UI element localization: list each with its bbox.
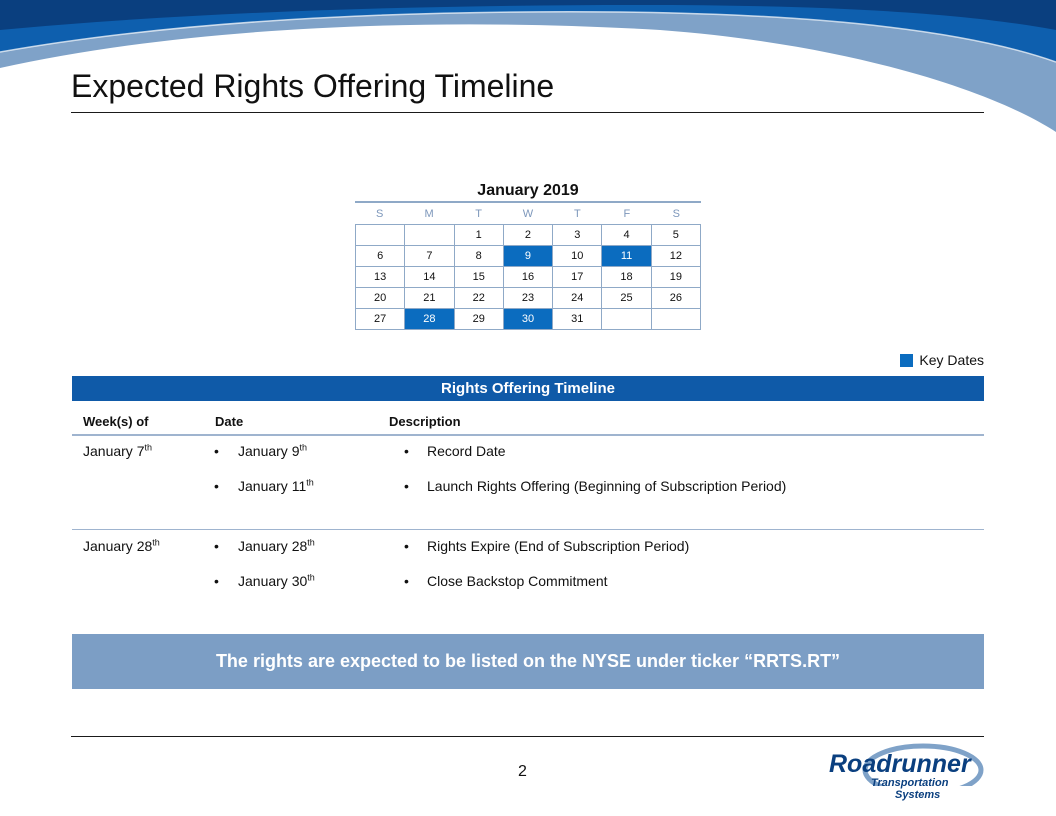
calendar-day: 17 — [553, 267, 602, 288]
page-title: Expected Rights Offering Timeline — [71, 68, 555, 104]
group-separator — [72, 529, 984, 530]
calendar-day: 21 — [405, 288, 454, 309]
calendar-day: 1 — [454, 225, 503, 246]
calendar-day: 2 — [503, 225, 552, 246]
calendar-week-row — [356, 288, 701, 309]
calendar-day: 15 — [454, 267, 503, 288]
timeline-description: Record Date — [427, 443, 506, 459]
column-header-week: Week(s) of — [83, 414, 149, 429]
page-number: 2 — [518, 763, 527, 780]
bullet-icon: • — [404, 538, 409, 554]
calendar-day: 9 — [503, 246, 552, 267]
calendar-day: 22 — [454, 288, 503, 309]
timeline-date: January 11th — [238, 477, 314, 494]
calendar-day: 10 — [553, 246, 602, 267]
bullet-icon: • — [404, 478, 409, 494]
calendar-empty-cell — [602, 309, 651, 330]
calendar-day: 29 — [454, 309, 503, 330]
timeline-description: Launch Rights Offering (Beginning of Subscription Period) — [427, 478, 787, 494]
calendar-day: 13 — [356, 267, 405, 288]
calendar-day-headers — [355, 201, 701, 225]
calendar-empty-cell — [651, 309, 700, 330]
legend-swatch — [900, 354, 913, 367]
bullet-icon: • — [404, 443, 409, 459]
calendar-day: 14 — [405, 267, 454, 288]
calendar-day: 19 — [651, 267, 700, 288]
header-separator — [72, 434, 984, 436]
timeline-date: January 30th — [238, 572, 315, 589]
calendar-day-header: M — [424, 208, 434, 220]
calendar-empty-cell — [405, 225, 454, 246]
calendar-day: 20 — [356, 288, 405, 309]
column-header-date: Date — [215, 414, 244, 429]
logo-subtitle-2: Systems — [895, 789, 941, 801]
timeline-heading: Rights Offering Timeline — [72, 376, 984, 401]
calendar-week-row — [356, 309, 701, 330]
calendar-day: 25 — [602, 288, 651, 309]
calendar-day: 27 — [356, 309, 405, 330]
calendar-day-header: F — [623, 208, 631, 220]
calendar-day: 4 — [602, 225, 651, 246]
calendar-day: 31 — [553, 309, 602, 330]
calendar-day: 7 — [405, 246, 454, 267]
roadrunner-logo — [825, 742, 985, 802]
timeline-date: January 9th — [238, 442, 307, 459]
timeline-description: Rights Expire (End of Subscription Period) — [427, 538, 690, 554]
calendar-day: 18 — [602, 267, 651, 288]
timeline-description: Close Backstop Commitment — [427, 573, 608, 589]
timeline-week: January 7th — [83, 442, 152, 459]
timeline-week: January 28th — [83, 537, 160, 554]
calendar-day: 3 — [553, 225, 602, 246]
calendar-day: 23 — [503, 288, 552, 309]
title-divider — [71, 112, 984, 113]
bullet-icon: • — [214, 478, 219, 494]
logo-wordmark: Roadrunner — [829, 750, 971, 778]
column-header-description: Description — [389, 414, 461, 429]
calendar-day: 16 — [503, 267, 552, 288]
calendar-week-row — [356, 225, 701, 246]
calendar-day-header: T — [574, 208, 581, 220]
calendar-day: 26 — [651, 288, 700, 309]
calendar-week-row — [356, 267, 701, 288]
nyse-listing-note: The rights are expected to be listed on the NYSE under ticker “RRTS.RT” — [72, 634, 984, 689]
timeline-date: January 28th — [238, 537, 315, 554]
calendar-day-header: S — [672, 208, 680, 220]
calendar-week-row — [356, 246, 701, 267]
calendar-day-header: S — [376, 208, 384, 220]
calendar-day: 8 — [454, 246, 503, 267]
key-dates-legend — [900, 352, 984, 368]
logo-subtitle: Transportation — [871, 777, 949, 789]
calendar-day: 12 — [651, 246, 700, 267]
bullet-icon: • — [214, 538, 219, 554]
bullet-icon: • — [214, 443, 219, 459]
bullet-icon: • — [404, 573, 409, 589]
calendar-title: January 2019 — [477, 182, 579, 199]
calendar-day-header: W — [522, 208, 534, 220]
calendar-day: 24 — [553, 288, 602, 309]
calendar-day: 6 — [356, 246, 405, 267]
calendar-day: 5 — [651, 225, 700, 246]
calendar-grid — [355, 224, 701, 330]
calendar-day: 11 — [602, 246, 651, 267]
calendar-day: 30 — [503, 309, 552, 330]
legend-label: Key Dates — [919, 352, 984, 368]
calendar-day-header: T — [475, 208, 482, 220]
calendar-day: 28 — [405, 309, 454, 330]
footer-divider — [71, 736, 984, 737]
calendar-empty-cell — [356, 225, 405, 246]
bullet-icon: • — [214, 573, 219, 589]
